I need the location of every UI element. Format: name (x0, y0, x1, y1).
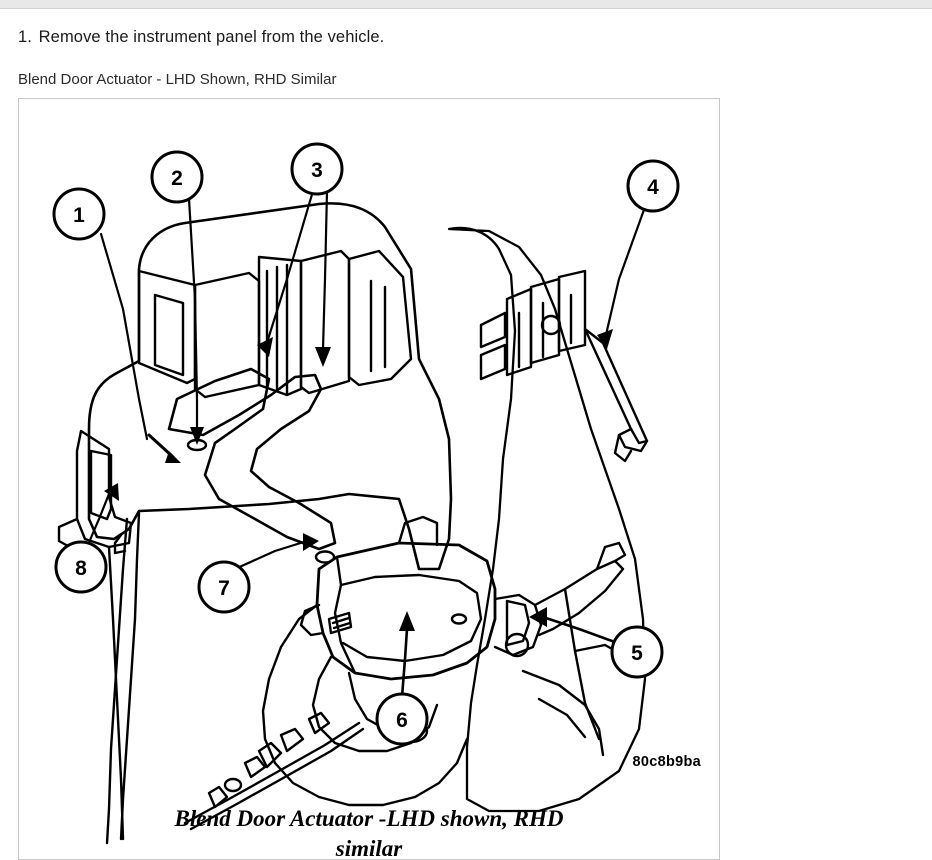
svg-text:8: 8 (75, 557, 87, 580)
document-page (0, 8, 932, 860)
figure-title-line1: Blend Door Actuator -LHD shown, RHD (174, 806, 564, 831)
procedure-step (18, 28, 932, 47)
callout-group (54, 144, 678, 744)
svg-text:5: 5 (631, 642, 643, 665)
svg-text:4: 4 (647, 176, 659, 199)
svg-text:3: 3 (311, 159, 323, 182)
svg-text:2: 2 (171, 167, 183, 190)
blend-door-actuator-diagram (19, 99, 717, 857)
figure-container (18, 98, 720, 860)
svg-text:7: 7 (218, 577, 230, 600)
step-text: Remove the instrument panel from the vehicle. (38, 28, 385, 46)
step-number: 1. (18, 28, 32, 46)
figure-image-id: 80c8b9ba (632, 754, 701, 770)
svg-text:1: 1 (73, 204, 85, 227)
figure-title (19, 804, 719, 860)
svg-text:6: 6 (396, 709, 408, 732)
figure-title-line2: similar (335, 836, 403, 860)
figure-caption-above: Blend Door Actuator - LHD Shown, RHD Similar (18, 71, 337, 88)
